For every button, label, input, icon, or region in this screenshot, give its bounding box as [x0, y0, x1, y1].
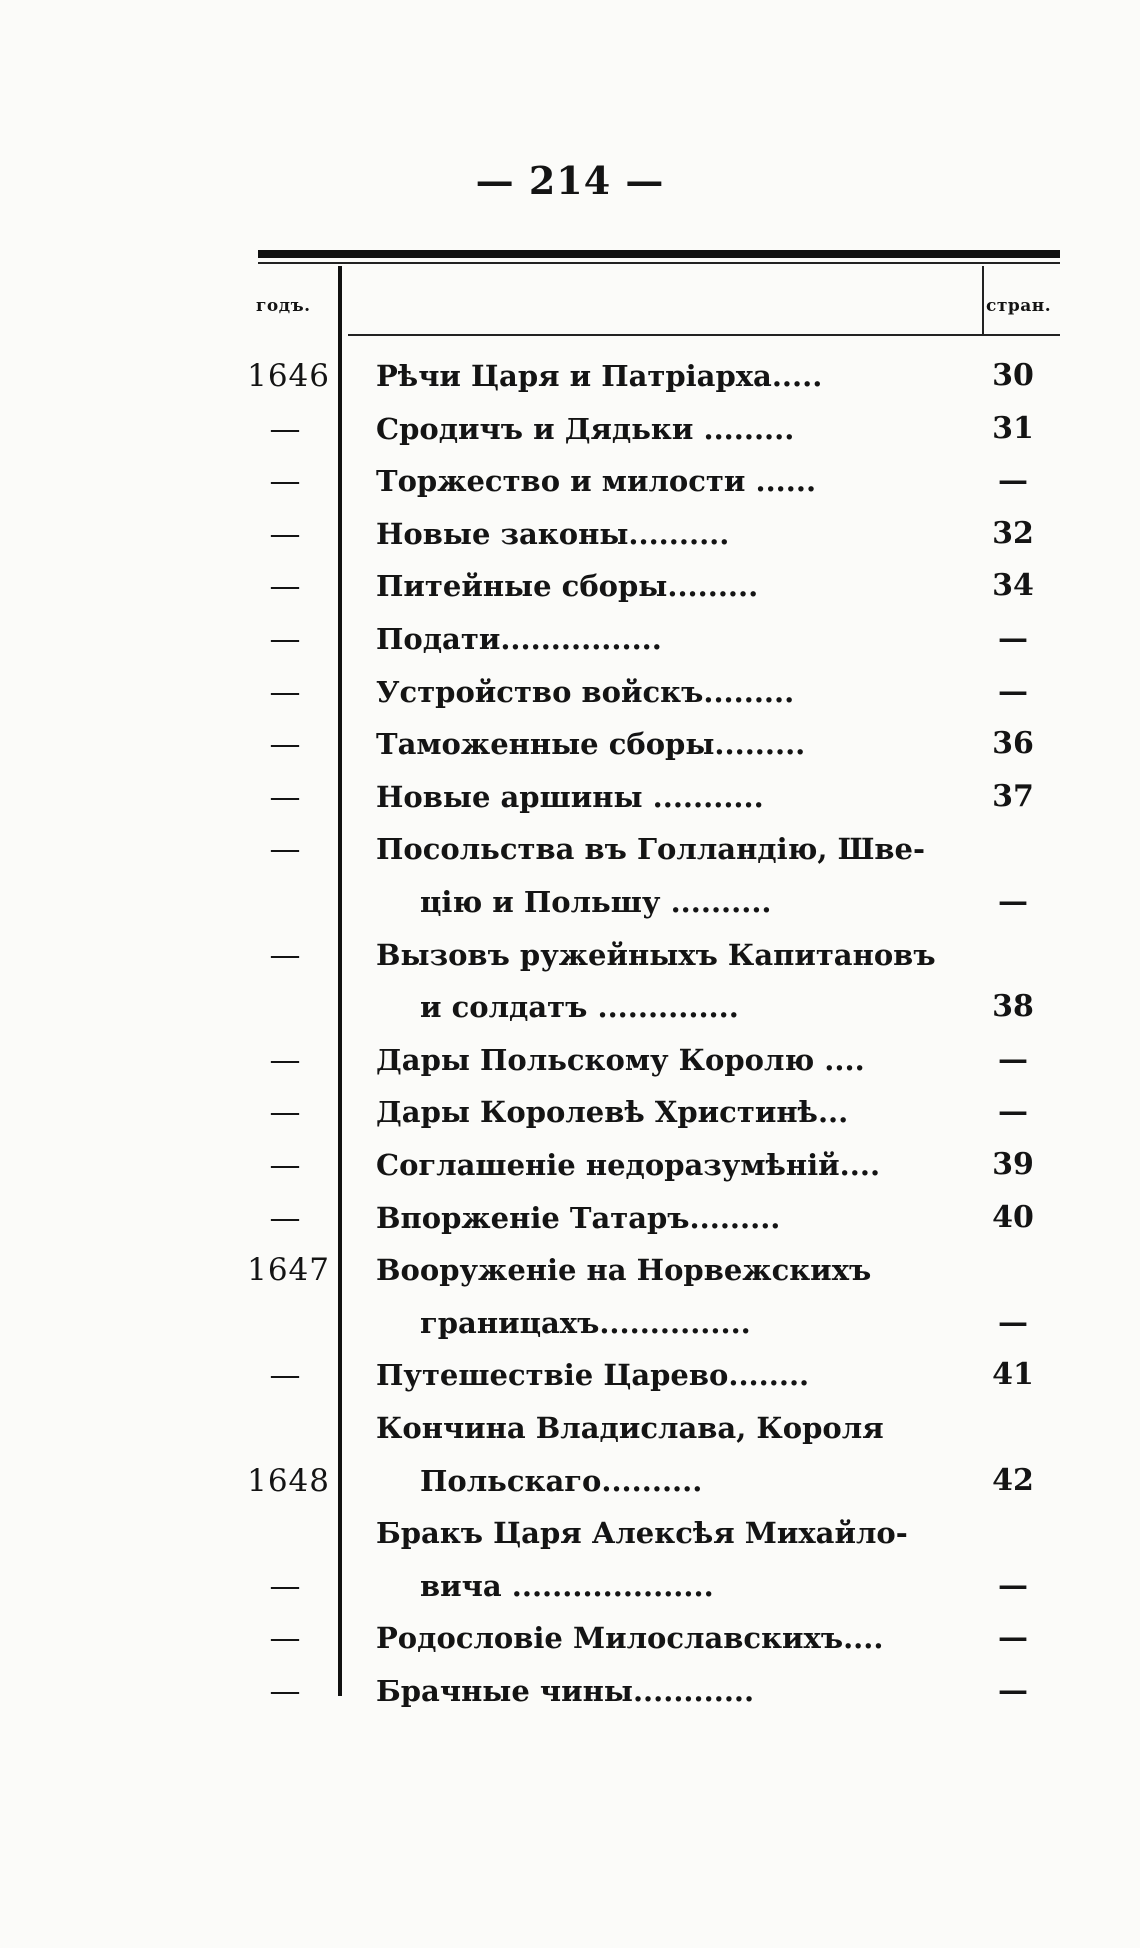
year-cell: — [269, 831, 301, 867]
header-rule-thick [258, 250, 1060, 258]
year-column-header: годъ. [256, 296, 311, 316]
page-cell: — [998, 1568, 1028, 1603]
entry-title: вича .................... [420, 1569, 714, 1603]
entry-title: Соглашеніе недоразумѣній.... [376, 1148, 881, 1182]
year-cell: — [269, 463, 301, 499]
column-divider [338, 266, 342, 1696]
year-cell: — [269, 1094, 301, 1130]
year-cell: — [269, 937, 301, 973]
year-cell: — [269, 1568, 301, 1604]
page-column-divider [982, 266, 984, 336]
entry-title: Новые законы.......... [376, 517, 730, 551]
year-cell: — [269, 516, 301, 552]
page-cell: — [998, 674, 1028, 709]
page-cell: — [998, 621, 1028, 656]
page-cell: — [998, 1042, 1028, 1077]
entry-title: Дары Польскому Королю .... [376, 1043, 865, 1077]
entry-title: Вызовъ ружейныхъ Капитановъ [376, 938, 936, 972]
entry-title: Бракъ Царя Алексѣя Михайло- [376, 1516, 908, 1550]
year-cell: — [269, 1357, 301, 1393]
year-cell: — [269, 1673, 301, 1709]
year-cell: — [269, 411, 301, 447]
entry-title: Рѣчи Царя и Патріарха..... [376, 359, 823, 393]
page-cell: 31 [992, 411, 1034, 446]
page-cell: — [998, 1673, 1028, 1708]
page-cell: 41 [992, 1357, 1034, 1392]
entry-title: Вооруженіе на Норвежскихъ [376, 1253, 872, 1287]
entry-title: Кончина Владислава, Короля [376, 1411, 884, 1445]
year-cell: — [269, 1620, 301, 1656]
entry-title: и солдатъ .............. [420, 990, 739, 1024]
entry-title: Впорженіе Татаръ......... [376, 1201, 781, 1235]
entry-title: Подати................ [376, 622, 662, 656]
entry-title: Устройство войскъ......... [376, 675, 795, 709]
entry-title: границахъ............... [420, 1306, 751, 1340]
entry-title: цію и Польшу .......... [420, 885, 772, 919]
entry-title: Таможенные сборы......... [376, 727, 806, 761]
page-cell: — [998, 1620, 1028, 1655]
year-cell: 1646 [247, 358, 330, 394]
page-number: — 214 — [475, 158, 665, 203]
page-cell: 40 [992, 1200, 1034, 1235]
year-cell: — [269, 1147, 301, 1183]
entry-title: Посольства въ Голландію, Шве- [376, 832, 925, 866]
column-header-rule [348, 334, 1060, 336]
entry-title: Польскаго.......... [420, 1464, 703, 1498]
header-rule-thin [258, 262, 1060, 264]
entry-title: Питейные сборы......... [376, 569, 759, 603]
year-cell: — [269, 726, 301, 762]
entry-title: Дары Королевѣ Христинѣ... [376, 1095, 849, 1129]
year-cell: — [269, 674, 301, 710]
page-cell: 37 [992, 779, 1034, 814]
entry-title: Новые аршины ........... [376, 780, 764, 814]
entry-title: Путешествіе Царево........ [376, 1358, 810, 1392]
year-cell: 1647 [247, 1252, 330, 1288]
page-cell: 32 [992, 516, 1034, 551]
page-cell: 42 [992, 1463, 1034, 1498]
page-column-header: стран. [986, 296, 1052, 316]
year-cell: — [269, 779, 301, 815]
entry-title: Сродичъ и Дядьки ......... [376, 412, 795, 446]
page-cell: 39 [992, 1147, 1034, 1182]
year-cell: — [269, 568, 301, 604]
page-cell: — [998, 884, 1028, 919]
page-cell: 34 [992, 568, 1034, 603]
page-cell: 36 [992, 726, 1034, 761]
year-cell: — [269, 621, 301, 657]
page-cell: 38 [992, 989, 1034, 1024]
entry-title: Брачные чины............ [376, 1674, 755, 1708]
year-cell: 1648 [247, 1463, 330, 1499]
entry-title: Торжество и милости ...... [376, 464, 817, 498]
year-cell: — [269, 1200, 301, 1236]
page-cell: — [998, 463, 1028, 498]
page-cell: — [998, 1094, 1028, 1129]
page-cell: — [998, 1305, 1028, 1340]
page-cell: 30 [992, 358, 1034, 393]
year-cell: — [269, 1042, 301, 1078]
entry-title: Родословіе Милославскихъ.... [376, 1621, 884, 1655]
